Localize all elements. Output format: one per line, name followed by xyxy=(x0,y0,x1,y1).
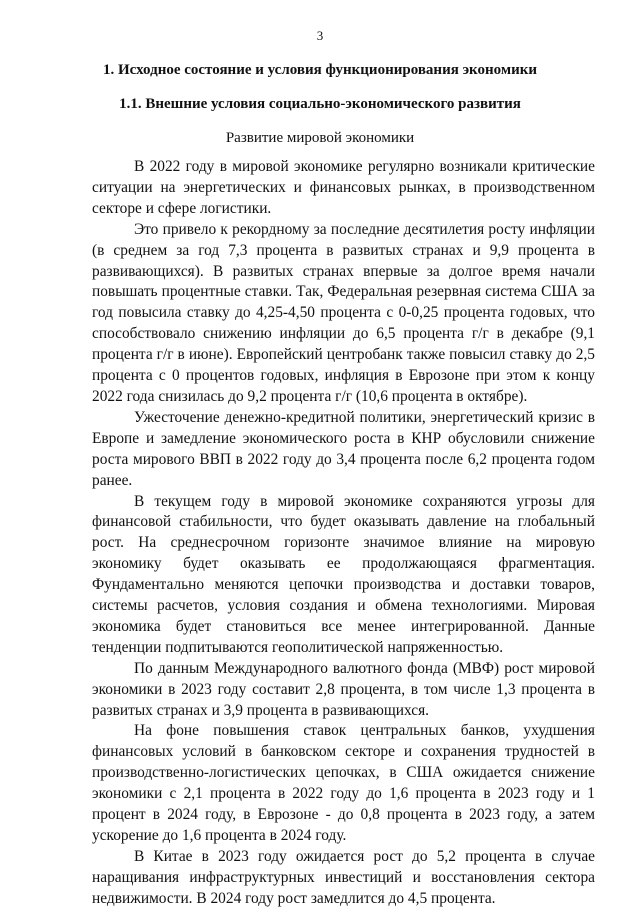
paragraph-6: На фоне повышения ставок центральных банков, ухудшения финансовых условий в банковском секторе и сохранения трудностей в производственно-логистических цепочках, в США ожидается снижение экономики с 2,1 процента в 2022 году до 1,6 процента в 2023 году и 1 процент в 2024 году, в Еврозоне - до 0,8 процента в 2023 году, а затем ускорение до 1,6 процента в 2024 году. xyxy=(92,722,595,844)
subsection-heading: 1.1. Внешние условия социально-экономического развития xyxy=(119,96,521,112)
paragraph-1: В 2022 году в мировой экономике регулярно возникали критические ситуации на энергетических и финансовых рынках, в производственном секторе и сфере логистики. xyxy=(92,158,595,217)
paragraph-7: В Китае в 2023 году ожидается рост до 5,2 процента в случае наращивания инфраструктурных инвестиций и восстановления сектора недвижимости. В 2024 году рост замедлится до 4,5 процента. xyxy=(92,847,595,907)
section-heading: 1. Исходное состояние и условия функционирования экономики xyxy=(102,62,538,78)
page-number: 3 xyxy=(316,28,324,43)
paragraph-2: Это привело к рекордному за последние десятилетия росту инфляции (в среднем за год 7,3 процента в развитых странах и 9,9 процента в развивающихся). В развитых странах впервые за долгое время начали повышать процентные ставки. Так, Федеральная резервная система США за год повысила ставку до 4,25-4,50 процента с 0-0,25 процента годовых, что способствовало снижению инфляции до 6,5 процента г/г в декабре (9,1 процента г/г в июне). Европейский центробанк также повысил ставку до 2,5 процента с 0 процентов годовых, инфляция в Еврозоне при этом к концу 2022 года снизилась до 9,2 процента г/г (10,6 процента в октябре). xyxy=(92,220,595,405)
topic-heading: Развитие мировой экономики xyxy=(225,130,415,146)
paragraph-3: Ужесточение денежно-кредитной политики, энергетический кризис в Европе и замедление экономического роста в КНР обусловили снижение роста мирового ВВП в 2022 году до 3,4 процента после 6,2 процента годом ранее. xyxy=(92,408,595,489)
paragraph-5: По данным Международного валютного фонда (МВФ) рост мировой экономики в 2023 году составит 2,8 процента, в том числе 1,3 процента в развитых странах и 3,9 процента в развивающихся. xyxy=(92,659,595,719)
paragraph-4: В текущем году в мировой экономике сохраняются угрозы для финансовой стабильности, что будет оказывать давление на глобальный рост. На среднесрочном горизонте значимое влияние на мировую экономику будет оказывать ее продолжающаяся фрагментация. Фундаментально меняются цепочки производства и доставки товаров, системы расчетов, условия создания и обмена технологиями. Мировая экономика будет становиться все менее интегрированной. Данные тенденции подпитываются геополитической напряженностью. xyxy=(92,492,595,656)
body-text xyxy=(92,157,595,910)
